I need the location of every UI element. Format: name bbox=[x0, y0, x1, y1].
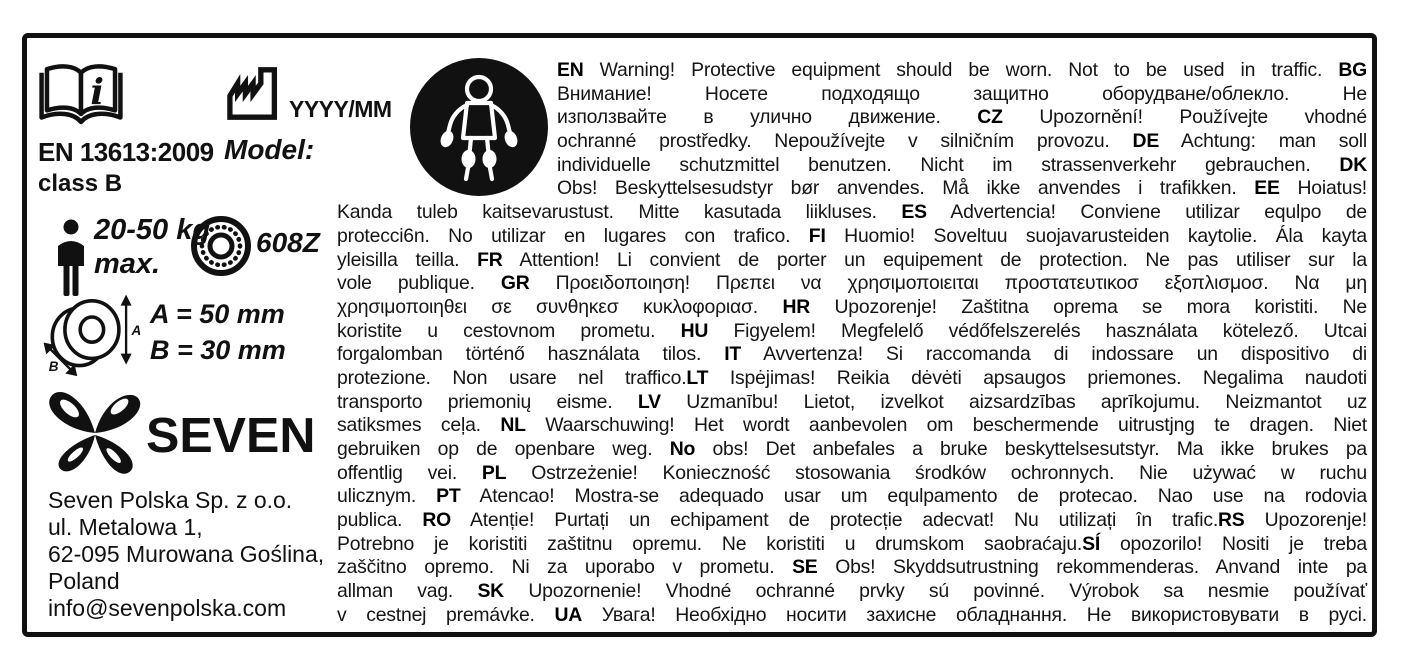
address-line: 62-095 Murowana Goślina, bbox=[48, 541, 325, 567]
multilingual-warning-text bbox=[337, 59, 1367, 628]
warning-line: Kanda tuleb kaitsevarustust. Mitte kasutada liikluses. ES Advertencia! Conviene utilizar equlpo de bbox=[337, 201, 1367, 224]
address-line: Poland bbox=[48, 568, 120, 594]
weight-max-label: max. bbox=[94, 248, 161, 280]
warning-line: използвайте в улично движение. CZ Upozornění! Používejte vhodné bbox=[557, 106, 1367, 129]
warning-line: protecci6n. No utilizar en lugares con trafico. FI Huomio! Soveltuu suojavarusteiden kaytolie. Ála kayta bbox=[337, 224, 1367, 247]
warning-line: Potrebno je koristiti zaštitnu opremu. Ne koristiti u drumskom saobraćaju.SÍ opozorilo! Nositi je treba bbox=[337, 532, 1367, 555]
bearing-type: 608Z bbox=[256, 227, 320, 258]
wheel-dimension-icon bbox=[36, 290, 146, 380]
warning-line: χρησιμοποιηθει σε συνθηκεσ κυκλοφοριασ. HR Upozorenje! Zaštitna oprema se mora koristiti. Ne bbox=[337, 295, 1367, 318]
warning-line: zaščitno opremo. Ni za uporabo v prometu. SE Obs! Skyddsutrustning rekommenderas. Anvand inte pa bbox=[337, 556, 1367, 579]
warning-line: individuelle schutzmittel benutzen. Nicht im strassenverkehr gebrauchen. DK bbox=[557, 153, 1367, 176]
dimension-b: B = 30 mm bbox=[150, 335, 286, 365]
factory-icon bbox=[225, 64, 287, 122]
dimension-a: A = 50 mm bbox=[150, 299, 285, 329]
warning-line: yleisilla teilla. FR Attention! Li convient de porter un equipement de protection. Ne pas utiliser sur la bbox=[337, 248, 1367, 271]
svg-text:i: i bbox=[90, 71, 104, 114]
brand-wordmark: SEVEN bbox=[146, 409, 316, 463]
manufacture-date-placeholder: YYYY/MM bbox=[289, 96, 392, 122]
warning-line: Внимание! Носете подходящо защитно оборудване/облекло. Не bbox=[557, 82, 1367, 105]
warning-line: publica. RO Atenție! Purtați un echipament de protecție adecvat! Nu utilizați în trafic.RS Upozorenje! bbox=[337, 509, 1367, 532]
weight-range: 20-50 kg bbox=[94, 214, 211, 246]
warning-line: vole publique. GR Προειδοποιηση! Πρεπει να χρησιμοποιειται προστατευτικοσ εξοπλισμοσ. Να μη bbox=[337, 272, 1367, 295]
warning-line: protezione. Non usare nel traffico.LT Ispėjimas! Reikia dėvėti apsaugos priemones. Negalima naudoti bbox=[337, 366, 1368, 389]
manufacturer-address bbox=[48, 487, 324, 622]
warning-line: satiksmes ceļa. NL Waarschuwing! Het wordt aanbevolen om beschermende uitrustjng te dragen. Niet bbox=[337, 414, 1367, 437]
address-email: info@sevenpolska.com bbox=[48, 595, 287, 621]
warning-line: offentlig vei. PL Ostrzeżenie! Konieczność stosowania środków ochronnych. Nie używać w ruchu bbox=[337, 461, 1368, 484]
warning-line: ulicznym. PT Atencao! Mostra-se adequado usar um equlpamento de protecao. Nao use na rodovia bbox=[337, 485, 1367, 508]
instruction-manual-icon bbox=[38, 60, 124, 132]
warning-line: v cestnej premávke. UA Увага! Необхідно носити захисне обладнання. Не використовувати в русі. bbox=[337, 603, 1367, 626]
warning-line: koristite u cestovnom prometu. HU Figyelem! Megfelelő védőfelszerelés használata kötelező. Utcai bbox=[337, 319, 1367, 342]
standard-number: EN 13613:2009 bbox=[38, 137, 214, 167]
warning-line: gebruiken op de openbare weg. No obs! Det anbefales a bruke beskyttelsesutstyr. Ma ikke brukes pa bbox=[337, 438, 1367, 460]
warning-line: ochranné prostředky. Nepoužívejte v silničním provozu. DE Achtung: man soll bbox=[557, 130, 1367, 153]
warning-line: Obs! Beskyttelsesudstyr bør anvendes. Må ikke anvendes i trafikken. EE Hoiatus! bbox=[557, 177, 1367, 200]
wheel-label-a: A bbox=[131, 323, 142, 338]
warning-line: transporto priemonių eisme. LV Uzmanību! Lietot, izvelkot aizsardzības aprīkojumu. Neizmantot uz bbox=[337, 390, 1367, 413]
warning-line: EN Warning! Protective equipment should be worn. Not to be used in traffic. BG bbox=[557, 59, 1367, 81]
address-line: Seven Polska Sp. z o.o. bbox=[48, 487, 293, 513]
butterfly-logo bbox=[44, 382, 146, 484]
model-label: Model: bbox=[224, 134, 315, 165]
class-designation: class B bbox=[38, 170, 123, 197]
wheel-label-b: B bbox=[48, 359, 59, 374]
ball-bearing-icon bbox=[190, 215, 252, 277]
person-icon bbox=[54, 219, 88, 301]
address-line: ul. Metalowa 1, bbox=[48, 514, 203, 540]
warning-line: allman vag. SK Upozornenie! Vhodné ochranné prvky sú povinné. Výrobok sa nesmie používať bbox=[337, 580, 1367, 603]
warning-line: forgalomban történő használata tilos. IT Avvertenza! Si raccomanda di indossare un dispositivo di bbox=[337, 343, 1367, 366]
